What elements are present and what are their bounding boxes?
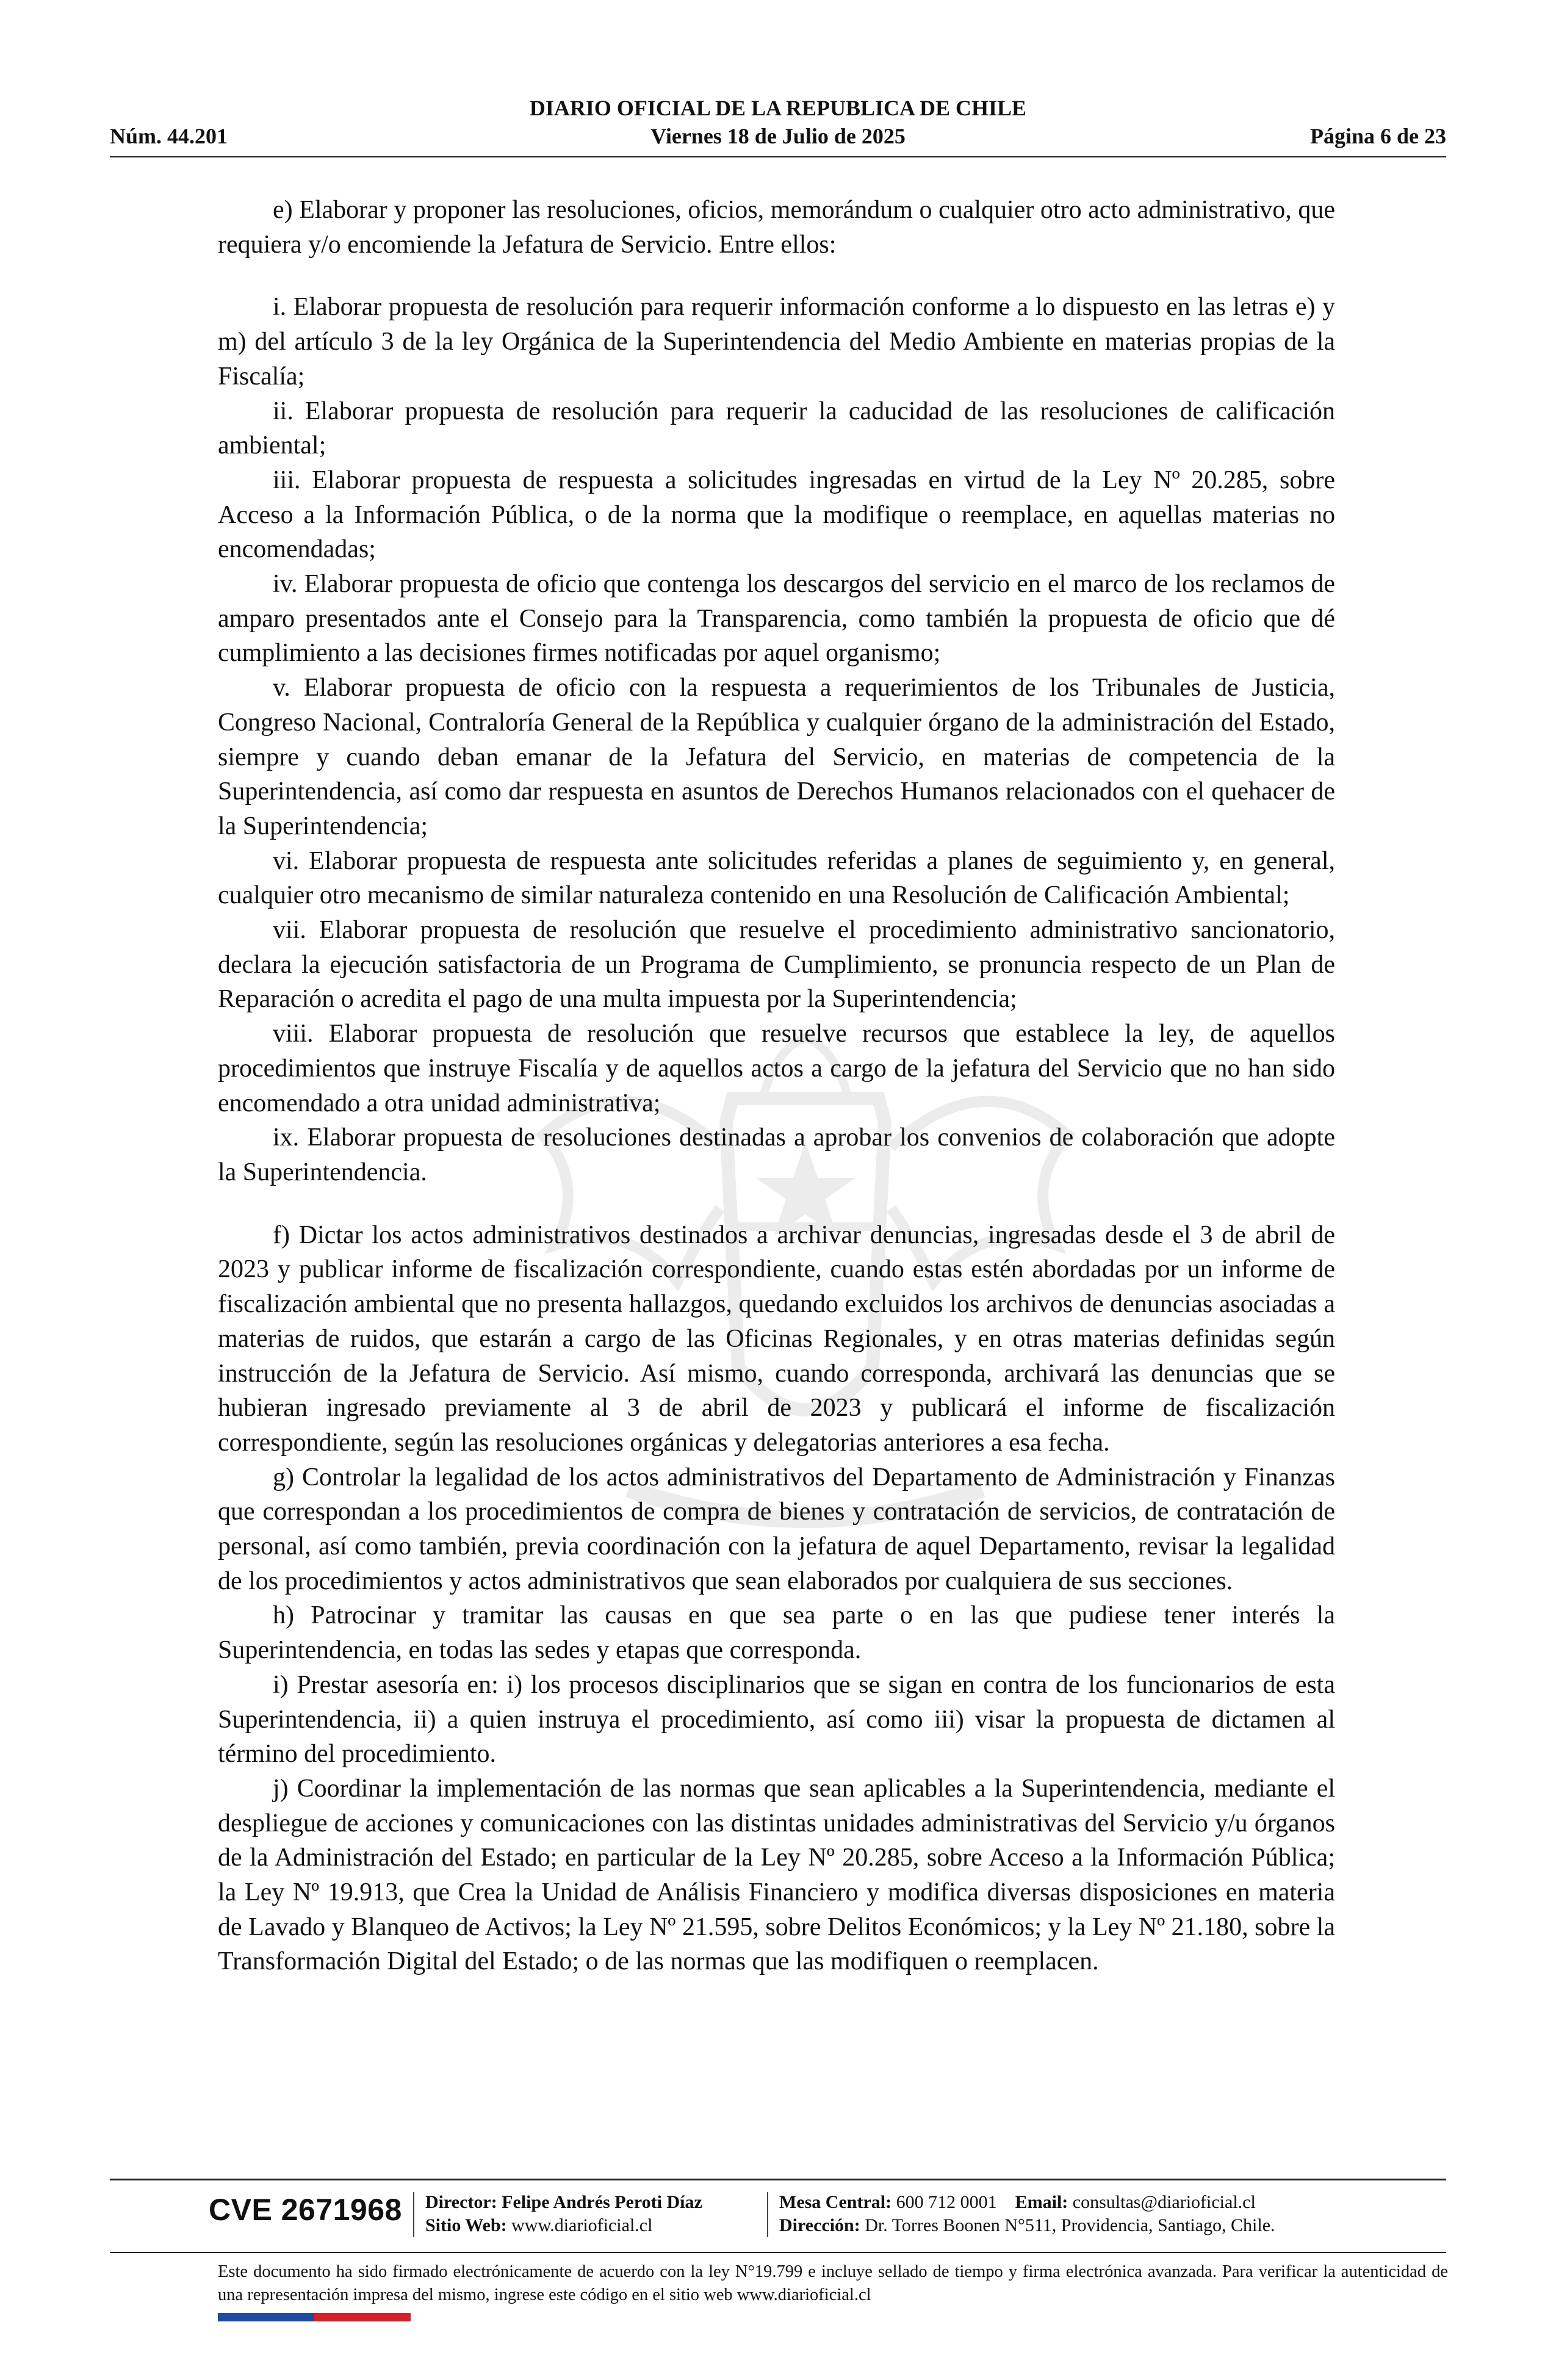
phone-number: 600 712 0001: [896, 2192, 997, 2212]
chilean-flag-stripe: [218, 2313, 411, 2321]
footer-director-block: [425, 2191, 702, 2237]
item-j: j) Coordinar la implementación de las normas que sean aplicables a la Superintendencia, mediante el despliegue de acciones y comunicaciones con las distintas unidades administrativas del Servicio y/u órganos de la Administración del Estado; en particular de la Ley Nº 20.285, sobre Acceso a la Información Pública; la Ley Nº 19.913, que Crea la Unidad de Análisis Financiero y modifica diversas disposiciones en materia de Lavado y Blanqueo de Activos; la Ley Nº 21.595, sobre Delitos Económicos; y la Ley Nº 21.180, sobre la Transformación Digital del Estado; o de las normas que las modifiquen o reemplacen.: [218, 1774, 1335, 1976]
phone-label: Mesa Central:: [779, 2192, 892, 2212]
cve-code: CVE 2671968: [209, 2193, 402, 2227]
newspaper-title: DIARIO OFICIAL DE LA REPUBLICA DE CHILE: [529, 96, 1027, 120]
flag-red-band: [314, 2313, 411, 2321]
website-label: Sitio Web:: [425, 2215, 507, 2235]
page-header: [110, 93, 1446, 160]
address-label: Dirección:: [779, 2215, 860, 2235]
subitem-viii: viii. Elaborar propuesta de resolución que resuelve recursos que establece la ley, de aquellos procedimientos que instruye Fiscalía y de aquellos actos a cargo de la jefatura del Servicio que no han sido encomendado a otra unidad administrativa;: [218, 1020, 1335, 1117]
subitem-vii: vii. Elaborar propuesta de resolución que resuelve el procedimiento administrativo sancionatorio, declara la ejecución satisfactoria de un Programa de Cumplimiento, se pronuncia respecto de un Plan de Reparación o acredita el pago de una multa impuesta por la Superintendencia;: [218, 916, 1335, 1014]
item-h: h) Patrocinar y tramitar las causas en que sea parte o en las que pudiese tener interés la Superintendencia, en todas las sedes y etapas que corresponda.: [218, 1601, 1335, 1665]
document-body: [218, 193, 1335, 1979]
footer-separator: [413, 2192, 414, 2237]
item-g: g) Controlar la legalidad de los actos administrativos del Departamento de Administración y Finanzas que correspondan a los procedimientos de compra de bienes y contratación de servicios, de contratación de personal, así como también, previa coordinación con la jefatura de aquel Departamento, revisar la legalidad de los procedimientos y actos administrativos que sean elaborados por cualquiera de sus secciones.: [218, 1463, 1335, 1595]
address-text: Dr. Torres Boonen N°511, Providencia, Santiago, Chile.: [865, 2215, 1275, 2235]
item-f: f) Dictar los actos administrativos destinados a archivar denuncias, ingresadas desde el 3 de abril de 2023 y publicar informe de fiscalización correspondiente, cuando estas estén abordadas por un informe de fiscalización ambiental que no presenta hallazgos, quedando excluidos los archivos de denuncias asociadas a materias de ruidos, que estarán a cargo de las Oficinas Regionales, y en otras materias definidas según instrucción de la Jefatura de Servicio. Así mismo, cuando corresponda, archivará las denuncias que se hubieran ingresado previamente al 3 de abril de 2023 y publicará el informe de fiscalización correspondiente, según las resoluciones orgánicas y delegatorias anteriores a esa fecha.: [218, 1221, 1335, 1457]
subitem-v: v. Elaborar propuesta de oficio con la respuesta a requerimientos de los Tribunales de Justicia, Congreso Nacional, Contraloría General de la República y cualquier órgano de la administración del Estado, siempre y cuando deban emanar de la Jefatura del Servicio, en materias de competencia de la Superintendencia, así como dar respuesta en asuntos de Derechos Humanos relacionados con el quehacer de la Superintendencia;: [218, 674, 1335, 840]
website-link[interactable]: www.diarioficial.cl: [511, 2215, 653, 2235]
footer-contact-block: [779, 2191, 1275, 2237]
subitem-ii: ii. Elaborar propuesta de resolución para requerir la caducidad de las resoluciones de calificación ambiental;: [218, 397, 1335, 460]
director-label: Director:: [425, 2192, 497, 2212]
email-label: Email:: [1015, 2192, 1068, 2212]
subitem-iv: iv. Elaborar propuesta de oficio que contenga los descargos del servicio en el marco de los reclamos de amparo presentados ante el Consejo para la Transparencia, como también la propuesta de oficio que dé cumplimiento a las decisiones firmes notificadas por aquel organismo;: [218, 570, 1335, 668]
issue-number: Núm. 44.201: [110, 124, 228, 148]
footer-separator: [767, 2192, 768, 2237]
issue-date: Viernes 18 de Julio de 2025: [650, 124, 906, 148]
page-footer: [110, 2179, 1446, 2337]
legal-notice: Este documento ha sido firmado electrónicamente de acuerdo con la ley N°19.799 e incluye sellado de tiempo y firma electrónica avanzada. Para verificar la autenticidad de una representación impresa del mismo, ingrese este código en el sitio web www.diarioficial.cl: [218, 2262, 1448, 2304]
paragraph-gap: [218, 1190, 1335, 1218]
director-name: Felipe Andrés Peroti Díaz: [502, 2192, 702, 2212]
footer-top-divider: [110, 2179, 1446, 2180]
subitem-iii: iii. Elaborar propuesta de respuesta a solicitudes ingresadas en virtud de la Ley Nº 20.285, sobre Acceso a la Información Pública, o de la norma que la modifique o reemplace, en aquellas materias no encomendadas;: [218, 466, 1335, 564]
subitem-i: i. Elaborar propuesta de resolución para requerir información conforme a lo dispuesto en las letras e) y m) del artículo 3 de la ley Orgánica de la Superintendencia del Medio Ambiente en materias propias de la Fiscalía;: [218, 293, 1335, 391]
footer-divider: [110, 2252, 1446, 2253]
subitem-ix: ix. Elaborar propuesta de resoluciones destinadas a aprobar los convenios de colaboración que adopte la Superintendencia.: [218, 1123, 1335, 1186]
page-number: Página 6 de 23: [1309, 124, 1446, 148]
flag-blue-band: [218, 2313, 314, 2321]
header-divider: [110, 156, 1446, 157]
email-link[interactable]: consultas@diarioficial.cl: [1072, 2192, 1256, 2212]
subitem-vi: vi. Elaborar propuesta de respuesta ante solicitudes referidas a planes de seguimiento y, en general, cualquier otro mecanismo de similar naturaleza contenido en una Resolución de Calificación Ambiental;: [218, 846, 1335, 910]
paragraph-gap: [218, 262, 1335, 290]
item-e-intro: e) Elaborar y proponer las resoluciones, oficios, memorándum o cualquier otro acto administrativo, que requiera y/o encomiende la Jefatura de Servicio. Entre ellos:: [218, 196, 1335, 259]
item-i: i) Prestar asesoría en: i) los procesos disciplinarios que se sigan en contra de los funcionarios de esta Superintendencia, ii) a quien instruya el procedimiento, así como iii) visar la propuesta de dictamen al término del procedimiento.: [218, 1670, 1335, 1769]
